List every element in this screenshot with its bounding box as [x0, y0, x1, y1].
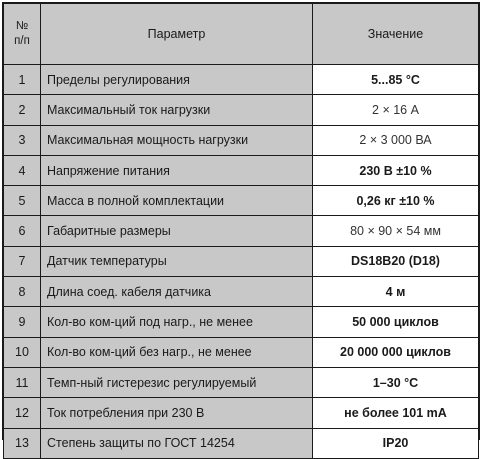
- row-number: 10: [4, 337, 41, 367]
- row-number: 6: [4, 216, 41, 246]
- row-parameter: Кол-во ком-ций под нагр., не менее: [41, 307, 313, 337]
- row-value: 1–30 °С: [313, 367, 479, 397]
- spec-table-body: [4, 65, 479, 459]
- table-row: [4, 307, 479, 337]
- row-parameter: Датчик температуры: [41, 246, 313, 276]
- row-value: не более 101 mA: [313, 398, 479, 428]
- table-row: [4, 65, 479, 95]
- spec-table-frame: [2, 2, 480, 451]
- row-value: 230 В ±10 %: [313, 155, 479, 185]
- row-value: IP20: [313, 428, 479, 458]
- row-parameter: Степень защиты по ГОСТ 14254: [41, 428, 313, 458]
- table-row: [4, 216, 479, 246]
- row-number: 11: [4, 367, 41, 397]
- row-value: 0,26 кг ±10 %: [313, 186, 479, 216]
- row-parameter: Кол-во ком-ций без нагр., не менее: [41, 337, 313, 367]
- header-number: [4, 4, 41, 65]
- row-parameter: Длина соед. кабеля датчика: [41, 277, 313, 307]
- table-row: [4, 277, 479, 307]
- row-number: 5: [4, 186, 41, 216]
- table-row: [4, 428, 479, 458]
- row-value: 4 м: [313, 277, 479, 307]
- table-row: [4, 125, 479, 155]
- table-row: [4, 398, 479, 428]
- row-parameter: Напряжение питания: [41, 155, 313, 185]
- header-row: [4, 4, 479, 65]
- row-value: 5...85 °С: [313, 65, 479, 95]
- row-number: 9: [4, 307, 41, 337]
- table-row: [4, 186, 479, 216]
- spec-table: [3, 3, 479, 459]
- row-parameter: Максимальный ток нагрузки: [41, 95, 313, 125]
- row-value: 50 000 циклов: [313, 307, 479, 337]
- row-parameter: Масса в полной комплектации: [41, 186, 313, 216]
- table-row: [4, 95, 479, 125]
- row-parameter: Габаритные размеры: [41, 216, 313, 246]
- table-row: [4, 337, 479, 367]
- row-number: 2: [4, 95, 41, 125]
- row-number: 12: [4, 398, 41, 428]
- row-parameter: Пределы регулирования: [41, 65, 313, 95]
- row-value: 20 000 000 циклов: [313, 337, 479, 367]
- table-row: [4, 155, 479, 185]
- row-number: 1: [4, 65, 41, 95]
- row-value: 2 × 3 000 ВА: [313, 125, 479, 155]
- row-number: 4: [4, 155, 41, 185]
- header-parameter: Параметр: [41, 4, 313, 65]
- header-value: Значение: [313, 4, 479, 65]
- table-row: [4, 367, 479, 397]
- row-value: 2 × 16 А: [313, 95, 479, 125]
- row-number: 3: [4, 125, 41, 155]
- row-number: 7: [4, 246, 41, 276]
- table-row: [4, 246, 479, 276]
- row-value: 80 × 90 × 54 мм: [313, 216, 479, 246]
- row-value: DS18B20 (D18): [313, 246, 479, 276]
- spec-table-header: [4, 4, 479, 65]
- row-parameter: Темп-ный гистерезис регулируемый: [41, 367, 313, 397]
- header-number-line1: №: [15, 20, 29, 32]
- row-parameter: Ток потребления при 230 В: [41, 398, 313, 428]
- header-number-line2: п/п: [14, 35, 30, 47]
- row-number: 13: [4, 428, 41, 458]
- row-number: 8: [4, 277, 41, 307]
- row-parameter: Максимальная мощность нагрузки: [41, 125, 313, 155]
